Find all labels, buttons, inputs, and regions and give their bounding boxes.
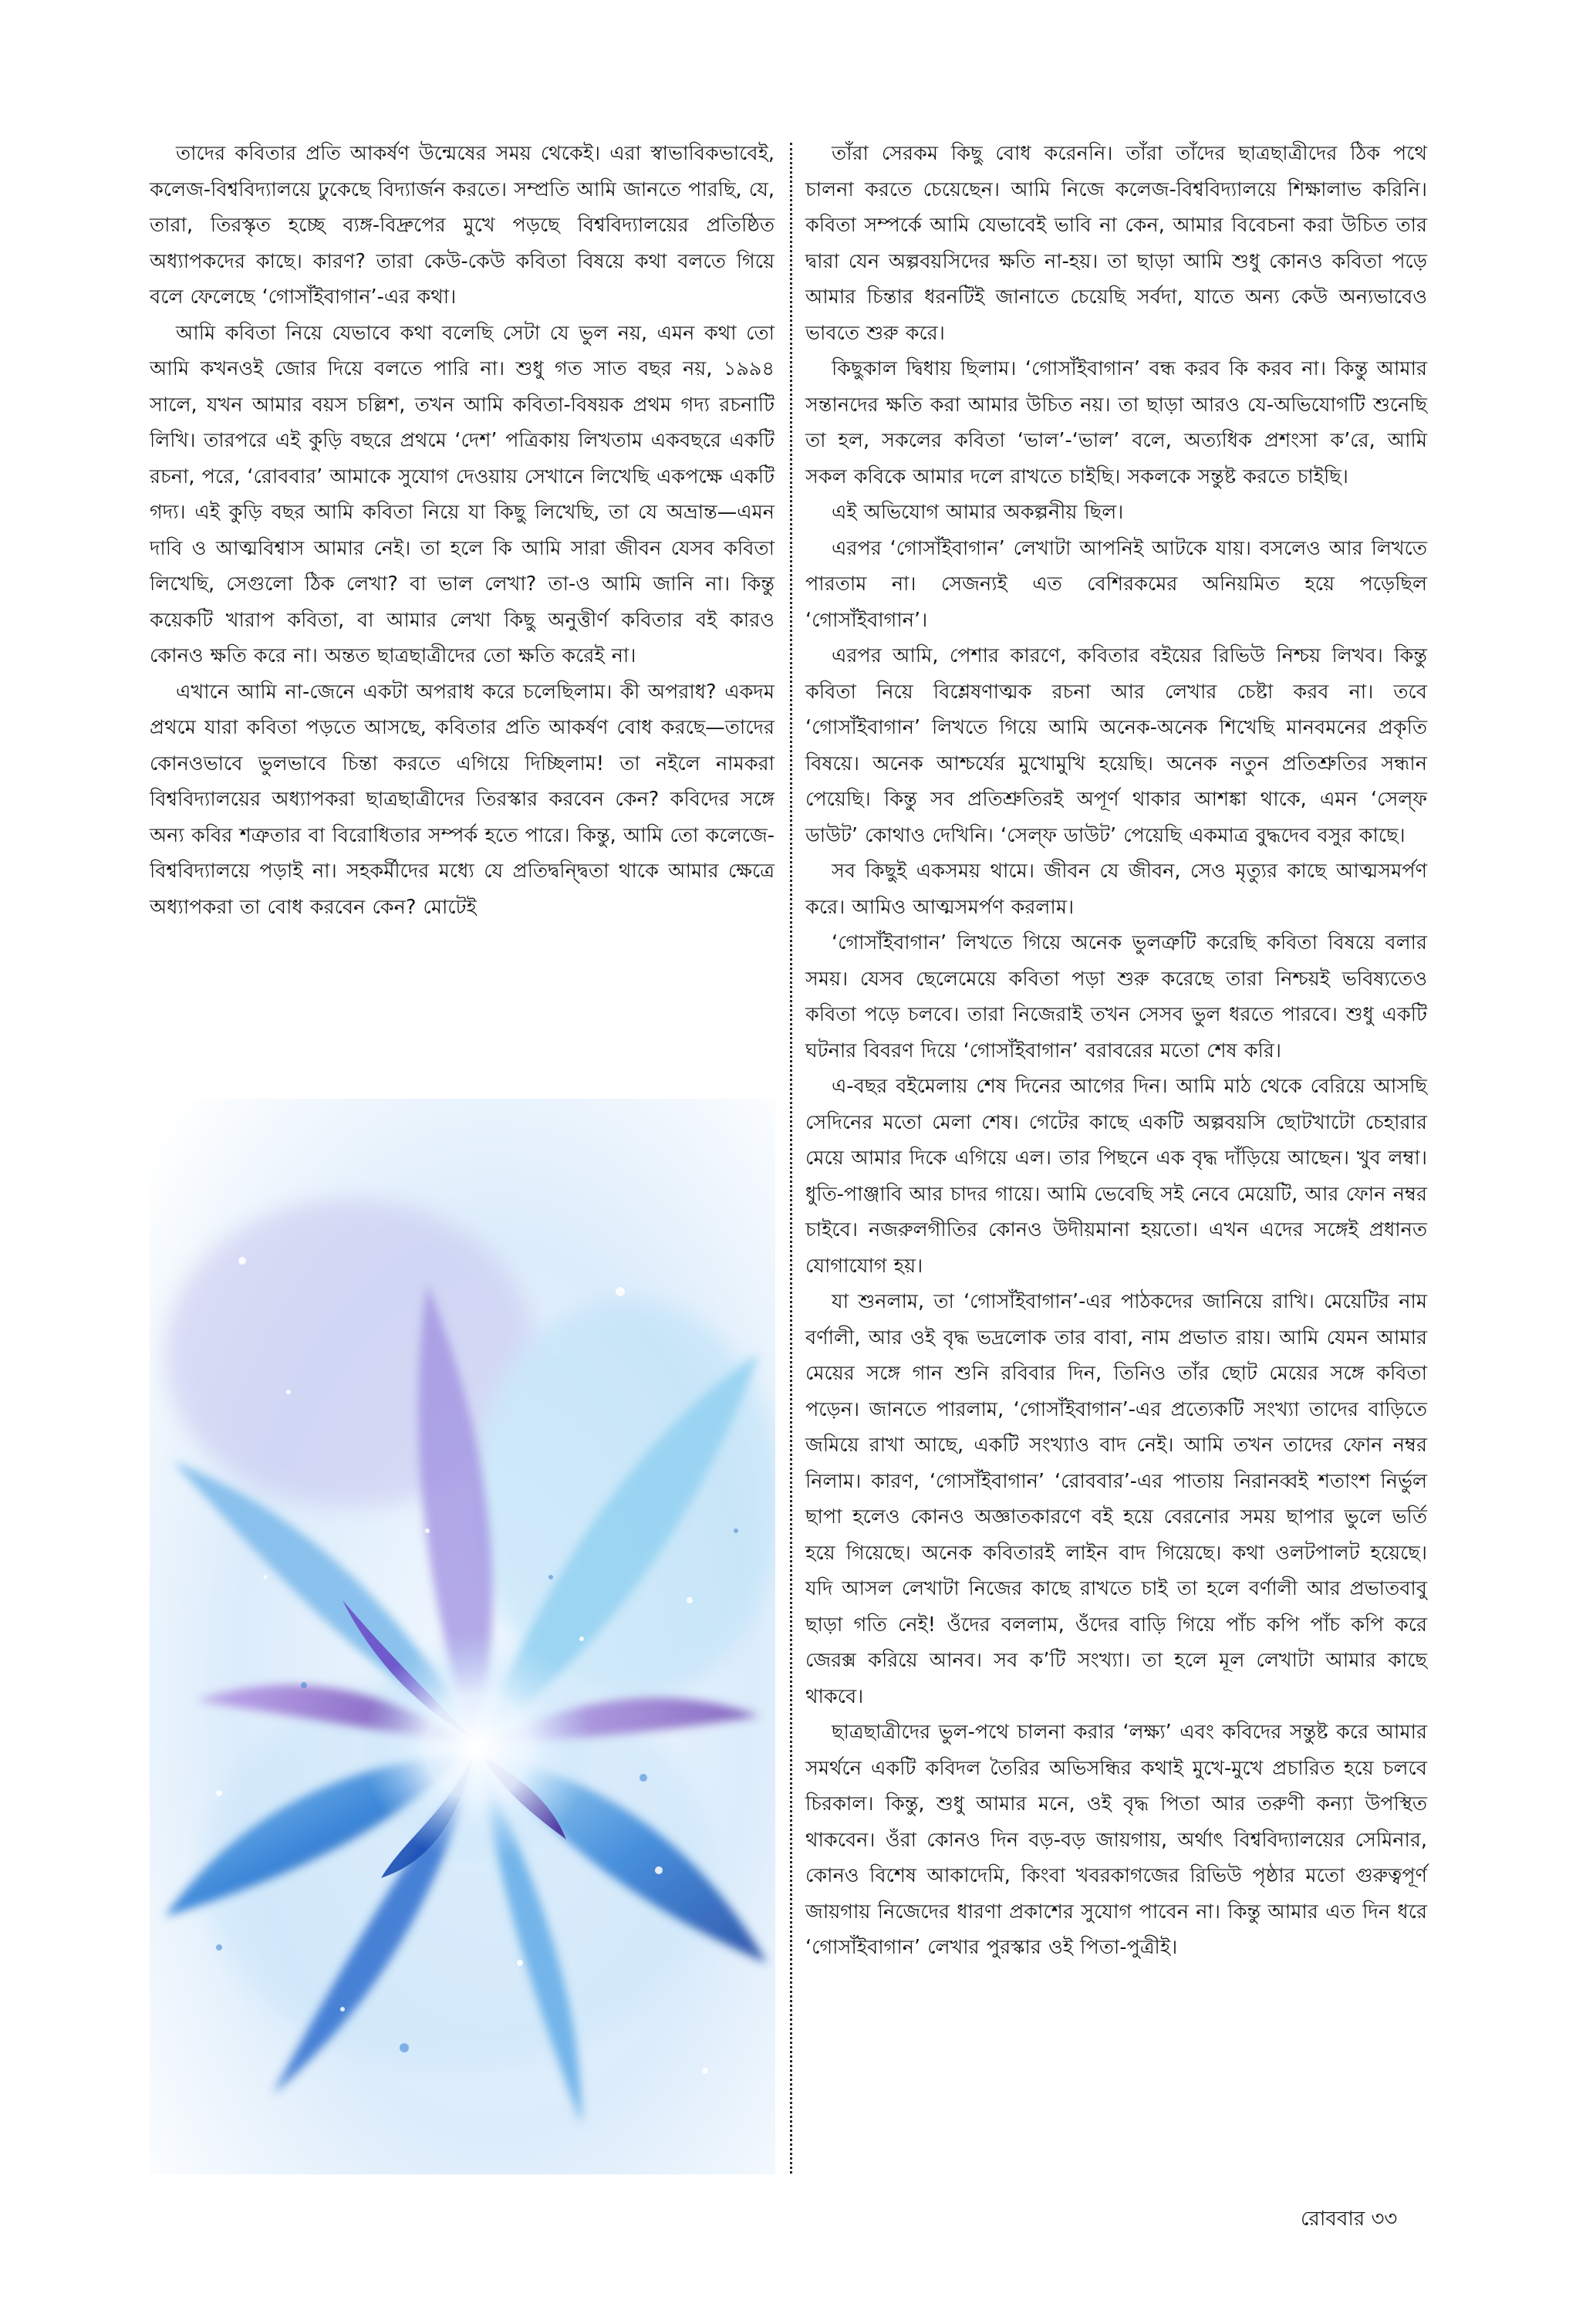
paragraph: এরপর আমি, পেশার কারণে, কবিতার বইয়ের রিভিউ নিশ্চয় লিখব। কিন্তু কবিতা নিয়ে বিশ্লেষণাত্মক রচনা আর লেখার চেষ্টা করব না। তবে ‘গোসাঁইবাগান’ লিখতে গিয়ে আমি অনেক-অনেক শিখেছি মানবমনের প্রকৃতি বিষয়ে। অনেক আশ্চর্যের মুখোমুখি হয়েছি। অনেক নতুন প্রতিশ্রুতির সন্ধান পেয়েছি। কিন্তু সব প্রতিশ্রুতিরই অপূর্ণ থাকার আশঙ্কা থাকে, এমন ‘সেল্‌ফ ডাউট’ কোথাও দেখিনি। ‘সেল্‌ফ ডাউট’ পেয়েছি একমাত্র বুদ্ধদেব বসুর কাছে।: [805, 644, 1427, 847]
left-text-column: [150, 136, 775, 925]
paragraph: এখানে আমি না-জেনে একটা অপরাধ করে চলেছিলাম। কী অপরাধ? একদম প্রথমে যারা কবিতা পড়তে আসছে, কবিতার প্রতি আকর্ষণ বোধ করছে—তাদের কোনওভাবে ভুলভাবে চিন্তা করতে এগিয়ে দিচ্ছিলাম! তা নইলে নামকরা বিশ্ববিদ্যালয়ের অধ্যাপকরা ছাত্রছাত্রীদের তিরস্কার করবেন কেন? কবিদের সঙ্গে অন্য কবির শত্রুতার বা বিরোধিতার সম্পর্ক হতে পারে। কিন্তু, আমি তো কলেজে-বিশ্ববিদ্যালয়ে পড়াই না। সহকর্মীদের মধ্যে যে প্রতিদ্বন্দ্বিতা থাকে আমার ক্ষেত্রে অধ্যাপকরা তা বোধ করবেন কেন? মোটেই: [150, 680, 775, 919]
paragraph: ছাত্রছাত্রীদের ভুল-পথে চালনা করার ‘লক্ষ্য’ এবং কবিদের সন্তুষ্ট করে আমার সমর্থনে একটি কবিদল তৈরির অভিসন্ধির কথাই মুখে-মুখে প্রচারিত হয়ে চলবে চিরকাল। কিন্তু, শুধু আমার মনে, ওই বৃদ্ধ পিতা আর তরুণী কন্যা উপস্থিত থাকবেন। ওঁরা কোনও দিন বড়-বড় জায়গায়, অর্থাৎ বিশ্ববিদ্যালয়ের সেমিনার, কোনও বিশেষ আকাদেমি, কিংবা খবরকাগজের রিভিউ পৃষ্ঠার মতো গুরুত্বপূর্ণ জায়গায় নিজেদের ধারণা প্রকাশের সুযোগ পাবেন না। কিন্তু আমার এত দিন ধরে ‘গোসাঁইবাগান’ লেখার পুরস্কার ওই পিতা-পুত্রীই।: [805, 1721, 1427, 1959]
paragraph: এরপর ‘গোসাঁইবাগান’ লেখাটা আপনিই আটকে যায়। বসলেও আর লিখতে পারতাম না। সেজন্যই এত বেশিরকমের অনিয়মিত হয়ে পড়েছিল ‘গোসাঁইবাগান’।: [805, 536, 1427, 632]
paragraph: এ-বছর বইমেলায় শেষ দিনের আগের দিন। আমি মাঠ থেকে বেরিয়ে আসছি সেদিনের মতো মেলা শেষ। গেটের কাছে একটি অল্পবয়সি ছোটখাটো চেহারার মেয়ে আমার দিকে এগিয়ে এল। তার পিছনে এক বৃদ্ধ দাঁড়িয়ে আছেন। খুব লম্বা। ধুতি-পাঞ্জাবি আর চাদর গায়ে। আমি ভেবেছি সই নেবে মেয়েটি, আর ফোন নম্বর চাইবে। নজরুলগীতির কোনও উদীয়মানা হয়তো। এখন এদের সঙ্গেই প্রধানত যোগাযোগ হয়।: [805, 1075, 1427, 1278]
paragraph: আমি কবিতা নিয়ে যেভাবে কথা বলেছি সেটা যে ভুল নয়, এমন কথা তো আমি কখনওই জোর দিয়ে বলতে পারি না। শুধু গত সাত বছর নয়, ১৯৯৪ সালে, যখন আমার বয়স চল্লিশ, তখন আমি কবিতা-বিষয়ক প্রথম গদ্য রচনাটি লিখি। তারপরে এই কুড়ি বছরে প্রথমে ‘দেশ’ পত্রিকায় লিখতাম একবছরে একটি রচনা, পরে, ‘রোববার’ আমাকে সুযোগ দেওয়ায় সেখানে লিখেছি একপক্ষে একটি গদ্য। এই কুড়ি বছর আমি কবিতা নিয়ে যা কিছু লিখেছি, তা যে অভ্রান্ত—এমন দাবি ও আত্মবিশ্বাস আমার নেই। তা হলে কি আমি সারা জীবন যেসব কবিতা লিখেছি, সেগুলো ঠিক লেখা? বা ভাল লেখা? তা-ও আমি জানি না। কিন্তু কয়েকটি খারাপ কবিতা, বা আমার লেখা কিছু অনুত্তীর্ণ কবিতার বই কারও কোনও ক্ষতি করে না। অন্তত ছাত্রছাত্রীদের তো ক্ষতি করেই না।: [150, 321, 775, 667]
paragraph: সব কিছুই একসময় থামে। জীবন যে জীবন, সেও মৃত্যুর কাছে আত্মসমর্পণ করে। আমিও আত্মসমর্পণ করলাম।: [805, 860, 1427, 919]
page-footer-label: রোববার ৩৩: [1301, 2207, 1398, 2231]
paragraph: তাদের কবিতার প্রতি আকর্ষণ উন্মেষের সময় থেকেই। এরা স্বাভাবিকভাবেই, কলেজ-বিশ্ববিদ্যালয়ে ঢুকেছে বিদ্যার্জন করতে। সম্প্রতি আমি জানতে পারছি, যে, তারা, তিরস্কৃত হচ্ছে ব্যঙ্গ-বিদ্রুপের মুখে পড়ছে বিশ্ববিদ্যালয়ের প্রতিষ্ঠিত অধ্যাপকদের কাছে। কারণ? তারা কেউ-কেউ কবিতা বিষয়ে কথা বলতে গিয়ে বলে ফেলেছে ‘গোসাঁইবাগান’-এর কথা।: [150, 142, 775, 309]
right-text-column: [805, 136, 1427, 1966]
column-divider: [790, 143, 792, 2174]
floral-illustration: [150, 1099, 775, 2174]
paragraph: যা শুনলাম, তা ‘গোসাঁইবাগান’-এর পাঠকদের জানিয়ে রাখি। মেয়েটির নাম বর্ণালী, আর ওই বৃদ্ধ ভদ্রলোক তার বাবা, নাম প্রভাত রায়। আমি যেমন আমার মেয়ের সঙ্গে গান শুনি রবিবার দিন, তিনিও তাঁর ছোট মেয়ের সঙ্গে কবিতা পড়েন। জানতে পারলাম, ‘গোসাঁইবাগান’-এর প্রত্যেকটি সংখ্যা তাদের বাড়িতে জমিয়ে রাখা আছে, একটি সংখ্যাও বাদ নেই। আমি তখন তাদের ফোন নম্বর নিলাম। কারণ, ‘গোসাঁইবাগান’ ‘রোববার’-এর পাতায় নিরানব্বই শতাংশ নির্ভুল ছাপা হলেও কোনও অজ্ঞাতকারণে বই হয়ে বেরনোর সময় ছাপার ভুলে ভর্তি হয়ে গিয়েছে। অনেক কবিতারই লাইন বাদ গিয়েছে। কথা ওলটপালট হয়েছে। যদি আসল লেখাটা নিজের কাছে রাখতে চাই তা হলে বর্ণালী আর প্রভাতবাবু ছাড়া গতি নেই! ওঁদের বললাম, ওঁদের বাড়ি গিয়ে পাঁচ কপি পাঁচ কপি করে জেরক্স করিয়ে আনব। সব ক’টি সংখ্যা। তা হলে মূল লেখাটা আমার কাছে থাকবে।: [805, 1290, 1427, 1708]
paragraph: ‘গোসাঁইবাগান’ লিখতে গিয়ে অনেক ভুলত্রুটি করেছি কবিতা বিষয়ে বলার সময়। যেসব ছেলেমেয়ে কবিতা পড়া শুরু করেছে তারা নিশ্চয়ই ভবিষ্যতেও কবিতা পড়ে চলবে। তারা নিজেরাই তখন সেসব ভুল ধরতে পারবে। শুধু একটি ঘটনার বিবরণ দিয়ে ‘গোসাঁইবাগান’ বরাবরের মতো শেষ করি।: [805, 931, 1427, 1062]
paragraph: কিছুকাল দ্বিধায় ছিলাম। ‘গোসাঁইবাগান’ বন্ধ করব কি করব না। কিন্তু আমার সন্তানদের ক্ষতি করা আমার উচিত নয়। তা ছাড়া আরও যে-অভিযোগটি শুনেছি তা হল, সকলের কবিতা ‘ভাল’-‘ভাল’ বলে, অত্যধিক প্রশংসা ক’রে, আমি সকল কবিকে আমার দলে রাখতে চাইছি। সকলকে সন্তুষ্ট করতে চাইছি।: [805, 357, 1427, 488]
paragraph: তাঁরা সেরকম কিছু বোধ করেননি। তাঁরা তাঁদের ছাত্রছাত্রীদের ঠিক পথে চালনা করতে চেয়েছেন। আমি নিজে কলেজ-বিশ্ববিদ্যালয়ে শিক্ষালাভ করিনি। কবিতা সম্পর্কে আমি যেভাবেই ভাবি না কেন, আমার বিবেচনা করা উচিত তার দ্বারা যেন অল্পবয়সিদের ক্ষতি না-হয়। তা ছাড়া আমি শুধু কোনও কবিতা পড়ে আমার চিন্তার ধরনটিই জানাতে চেয়েছি সর্বদা, যাতে অন্য কেউ অন্যভাবেও ভাবতে শুরু করে।: [805, 142, 1427, 345]
paragraph: এই অভিযোগ আমার অকল্পনীয় ছিল।: [832, 501, 1124, 524]
